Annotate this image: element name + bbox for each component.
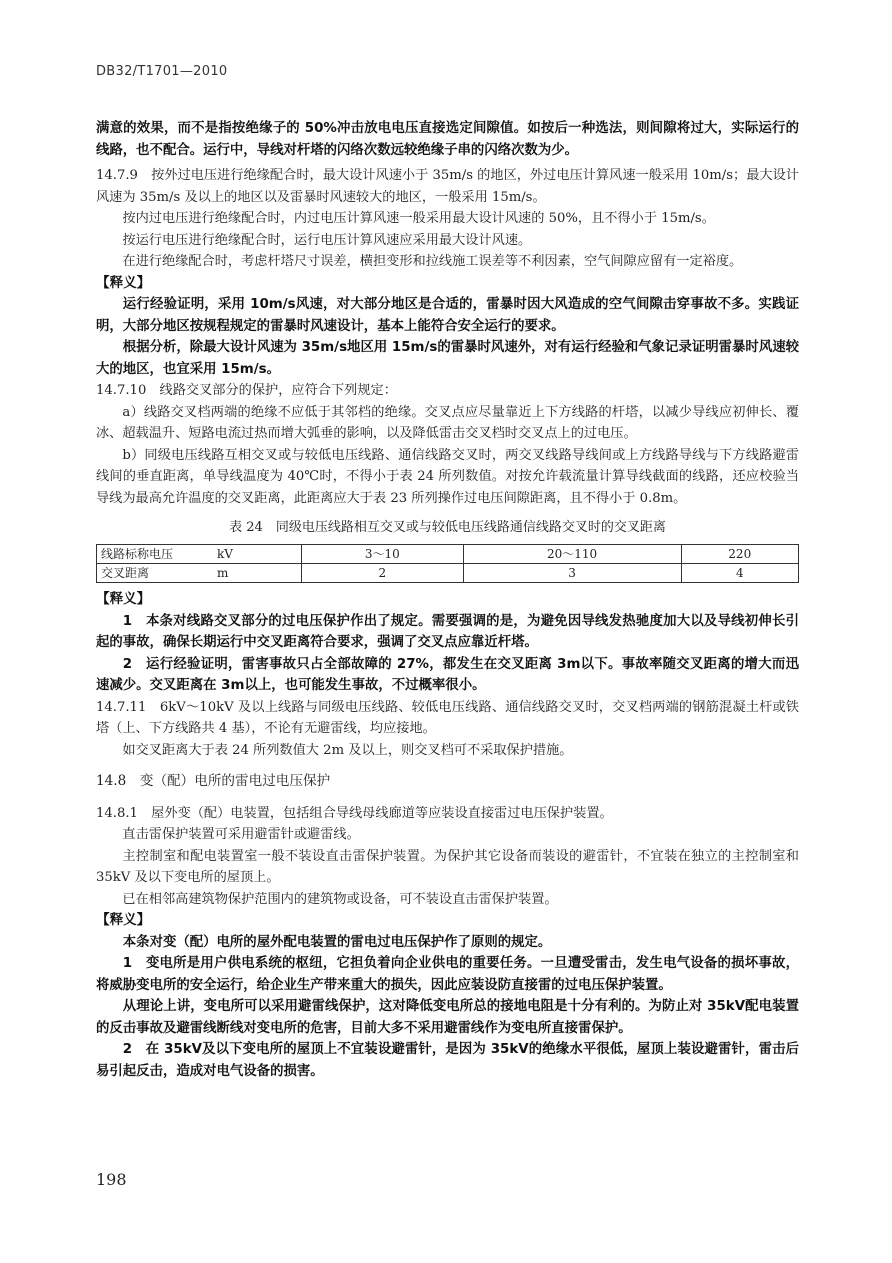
paragraph: b）同级电压线路互相交叉或与较低电压线路、通信线路交叉时，两交叉线路导线间或上方线路导线与下方线路避雷线间的垂直距离，单导线温度为 40℃时，不得小于表 24 所列数值。对按允许载流量计算导线截面的线路，还应校验当导线为最高允许温度的交叉距离，此距离应大于表 23 所列操作过电压间隙距离，且不得小于 0.8m。 (96, 447, 799, 506)
paragraph: 2 运行经验证明，雷害事故只占全部故障的 27%，都发生在交叉距离 3m以下。事故率随交叉距离的增大而迅速减少。交叉距离在 3m以上，也可能发生事故，不过概率很小。 (96, 656, 799, 693)
paragraph: 按内过电压进行绝缘配合时，内过电压计算风速一般采用最大设计风速的 50%，且不得小于 15m/s。 (122, 211, 715, 226)
interpretation-heading: 【释义】 (96, 274, 151, 291)
cell: 2 (302, 564, 464, 583)
paragraph: 运行经验证明，采用 10m/s风速，对大部分地区是合适的，雷暴时因大风造成的空气间隙击穿事故不多。实践证明，大部分地区按规程规定的雷暴时风速设计，基本上能符合安全运行的要求。 (96, 297, 799, 334)
paragraph: 本条对变（配）电所的屋外配电装置的雷电过电压保护作了原则的规定。 (122, 934, 552, 950)
cell: 4 (681, 564, 798, 583)
paragraph: 直击雷保护装置可采用避雷针或避雷线。 (122, 827, 360, 842)
page-content (96, 118, 799, 1082)
paragraph: 根据分析，除最大设计风速为 35m/s地区用 15m/s的雷暴时风速外，对有运行经验和气象记录证明雷暴时风速较大的地区，也宜采用 15m/s。 (96, 340, 799, 377)
paragraph: 在进行绝缘配合时，考虑杆塔尺寸误差，横担变形和拉线施工误差等不利因素，空气间隙应留有一定裕度。 (122, 254, 743, 269)
cell: 20～110 (463, 545, 681, 564)
paragraph: 14.8.1 屋外变（配）电装置，包括组合导线母线廊道等应装设直接雷过电压保护装置。 (96, 805, 613, 821)
paragraph: a）线路交叉档两端的绝缘不应低于其邻档的绝缘。交叉点应尽量靠近上下方线路的杆塔，以减少导线应初伸长、覆冰、超载温升、短路电流过热而增大弧垂的影响，以及降低雷击交叉档时交叉点上的过电压。 (96, 404, 799, 441)
paragraph: 主控制室和配电装置室一般不装设直击雷保护装置。为保护其它设备而装设的避雷针，不宜装在独立的主控制室和 35kV 及以下变电所的屋顶上。 (96, 848, 799, 885)
top-paragraphs (96, 118, 799, 509)
table-row (97, 545, 799, 564)
interpretation-heading: 【释义】 (96, 591, 151, 607)
cell: 3～10 (302, 545, 464, 564)
bottom-paragraphs (96, 803, 799, 1083)
crossing-distance-table (96, 544, 799, 583)
paragraph: 如交叉距离大于表 24 所列数值大 2m 及以上，则交叉档可不采取保护措施。 (122, 742, 573, 758)
paragraph: 1 本条对线路交叉部分的过电压保护作出了规定。需要强调的是，为避免因导线发热驰度加大以及导线初伸长引起的事故，确保长期运行中交叉距离符合要求，强调了交叉点应靠近杆塔。 (96, 613, 799, 650)
row-label: 线路标称电压 (97, 545, 214, 564)
row-unit: kV (213, 545, 302, 564)
paragraph: 14.7.11 6kV～10kV 及以上线路与同级电压线路、较低电压线路、通信线路交叉时，交叉档两端的钢筋混凝土杆或铁塔（上、下方线路共 4 基），不论有无避雷线，均应接地。 (96, 699, 799, 736)
row-unit: m (213, 564, 302, 583)
paragraph: 1 变电所是用户供电系统的枢纽，它担负着向企业供电的重要任务。一旦遭受雷击，发生电气设备的损坏事故，将威胁变电所的安全运行，给企业生产带来重大的损失，因此应装设防直接雷的过电压保护装置。 (96, 956, 799, 993)
paragraph: 从理论上讲，变电所可以采用避雷线保护，这对降低变电所总的接地电阻是十分有利的。为防止对 35kV配电装置的反击事故及避雷线断线对变电所的危害，目前大多不采用避雷线作为变电所直接雷保护。 (96, 999, 799, 1036)
middle-paragraphs (96, 589, 799, 761)
paragraph: 按运行电压进行绝缘配合时，运行电压计算风速应采用最大设计风速。 (122, 232, 532, 248)
cell: 220 (681, 545, 798, 564)
section-title: 14.8 变（配）电所的雷电过电压保护 (96, 773, 331, 789)
paragraph: 14.7.10 线路交叉部分的保护，应符合下列规定： (96, 383, 397, 398)
page-number: 198 (96, 1170, 127, 1189)
paragraph: 已在相邻高建筑物保护范围内的建筑物或设备，可不装设直击雷保护装置。 (122, 891, 558, 907)
paragraph: 满意的效果，而不是指按绝缘子的 50%冲击放电电压直接选定间隙值。如按后一种选法，则间隙将过大，实际运行的线路，也不配合。运行中，导线对杆塔的闪络次数远较绝缘子串的闪络次数为少。 (96, 121, 799, 158)
interpretation-heading: 【释义】 (96, 912, 151, 928)
table-row (97, 564, 799, 583)
paragraph: 2 在 35kV及以下变电所的屋顶上不宜装设避雷针，是因为 35kV的绝缘水平很低，屋顶上装设避雷针，雷击后易引起反击，造成对电气设备的损害。 (96, 1042, 799, 1079)
paragraph: 14.7.9 按外过电压进行绝缘配合时，最大设计风速小于 35m/s 的地区，外过电压计算风速一般采用 10m/s；最大设计风速为 35m/s 及以上的地区以及雷暴时风速较大的地区，一般采用 15m/s。 (96, 168, 799, 205)
row-label: 交叉距离 (97, 564, 214, 583)
table-caption: 表 24 同级电压线路相互交叉或与较低电压线路通信线路交叉时的交叉距离 (229, 520, 666, 535)
cell: 3 (463, 564, 681, 583)
document-code: DB32/T1701—2010 (96, 64, 228, 79)
